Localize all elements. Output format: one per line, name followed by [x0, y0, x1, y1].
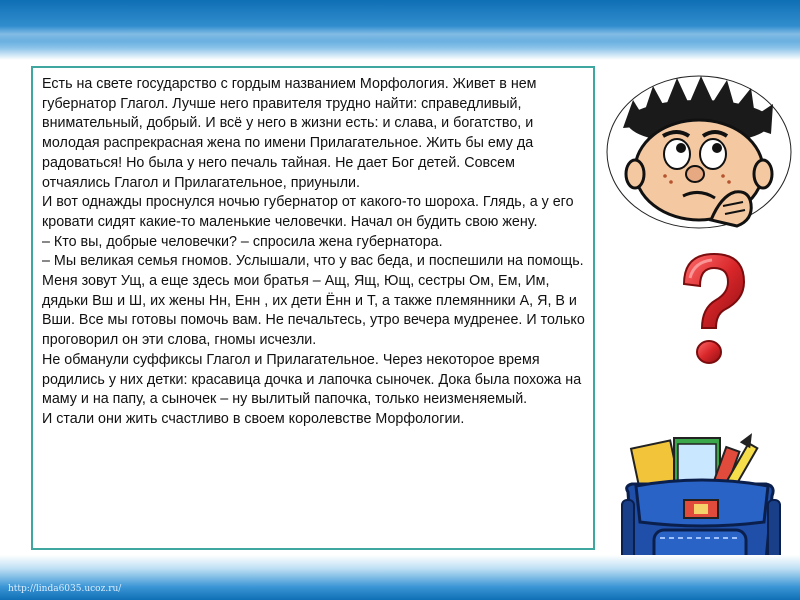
footer-url: http://linda6035.ucoz.ru/ — [8, 584, 122, 594]
story-paragraph-5: Не обманули суффиксы Глагол и Прилагательное. Через некоторое время родились у них детки: красавица дочка и лапочка сыночек. Дока была похожа на маму и на папу, а сыночек – ну вылитый папочка, только неизменяемый. — [42, 351, 582, 408]
story-paragraph-3: – Кто вы, добрые человечки? – спросила жена губернатора. — [42, 233, 443, 250]
story-paragraph-4: – Мы великая семья гномов. Услышали, что у вас беда, и поспешили на помощь. Меня зовут Ущ, а еще здесь мои братья – Ащ, Ящ, Ющ, сестры Ом, Ем, Им, дядьки Вш и Ш, их жены Нн, Енн , их дети Ённ и Т, а также племянники А, Я, В и Вши. Все мы готовы помочь вам. Не печальтесь, утро вечера мудренее. И только проговорил он эти слова, гномы исчезли. — [42, 253, 585, 349]
story-paragraph-6: И стали они жить счастливо в своем королевстве Морфологии. — [42, 410, 465, 427]
header-shine — [0, 26, 800, 42]
thinking-face-icon — [603, 70, 795, 230]
story-paragraph-2: И вот однажды проснулся ночью губернатор от какого-то шороха. Глядь, а у его кровати сидят какие-то маленькие человечки. Начал он будить свою жену. — [42, 194, 574, 230]
story-paragraph-1: Есть на свете государство с гордым названием Морфология. Живет в нем губернатор Глагол. Лучше него правителя трудно найти: справедливый, внимательный, добрый. И всё у него в жизни есть: и слава, и богатство, и молодая распрекрасная жена по имени Прилагательное. Жить бы ему да радоваться! Но была у него печаль тайная. Не дает Бог детей. Совсем отчаялись Глагол и Прилагательное, приуныли. — [42, 76, 537, 191]
question-mark-icon — [672, 248, 752, 378]
story-text-box — [31, 66, 595, 550]
